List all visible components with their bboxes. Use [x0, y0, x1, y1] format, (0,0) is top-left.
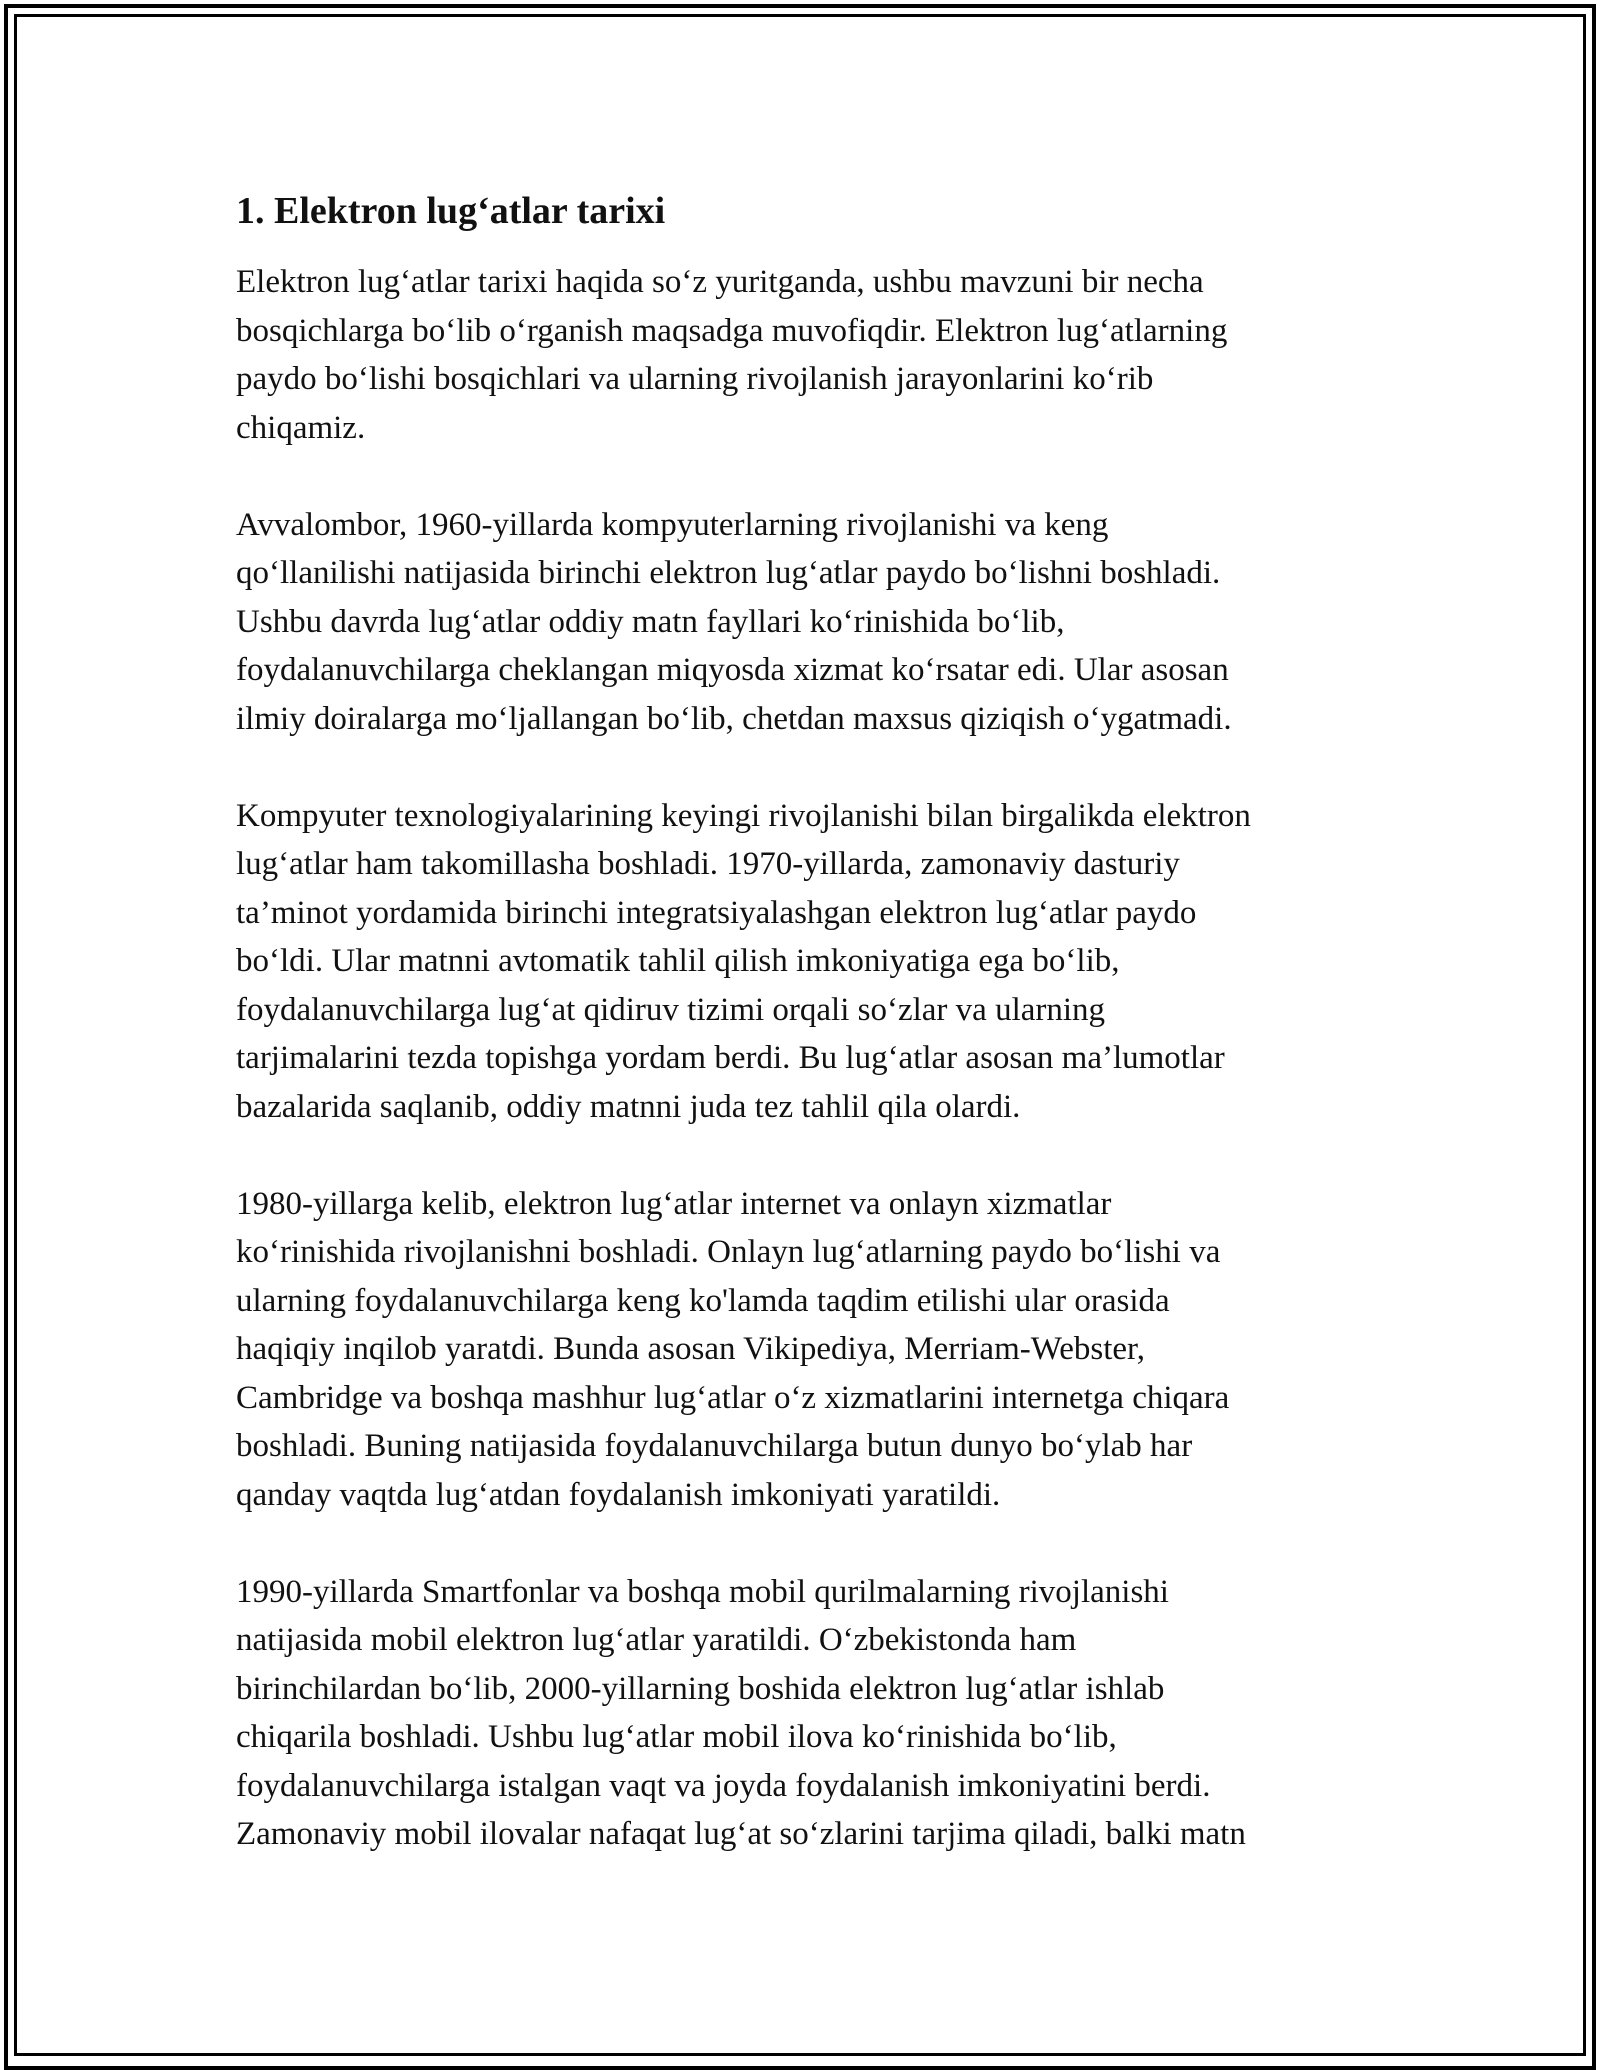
text-line: bosqichlarga bo‘lib o‘rganish maqsadga muvofiqdir. Elektron lug‘atlarning [236, 312, 1228, 349]
text-line: lug‘atlar ham takomillasha boshladi. 1970-yillarda, zamonaviy dasturiy [236, 846, 1180, 882]
text-line: ilmiy doiralarga mo‘ljallangan bo‘lib, chetdan maxsus qiziqish o‘ygatmadi. [236, 700, 1232, 737]
document-body [236, 186, 1416, 1907]
paragraph-3 [236, 792, 1416, 1132]
text-line: Zamonaviy mobil ilovalar nafaqat lug‘at so‘zlarini tarjima qiladi, balki matn [236, 1816, 1246, 1852]
paragraph-4 [236, 1180, 1416, 1520]
text-line: bazalarida saqlanib, oddiy matnni juda tez tahlil qila olardi. [236, 1088, 1021, 1125]
text-line: boshladi. Buning natijasida foydalanuvchilarga butun dunyo bo‘ylab har [236, 1428, 1193, 1464]
section-heading: 1. Elektron lug‘atlar tarixi [236, 190, 666, 232]
text-line: bo‘ldi. Ular matnni avtomatik tahlil qilish imkoniyatiga ega bo‘lib, [236, 943, 1120, 979]
paragraph-1 [236, 258, 1416, 452]
text-line: qanday vaqtda lug‘atdan foydalanish imkoniyati yaratildi. [236, 1476, 1001, 1513]
text-line: qo‘llanilishi natijasida birinchi elektron lug‘atlar paydo bo‘lishni boshladi. [236, 555, 1221, 591]
text-line: chiqarila boshladi. Ushbu lug‘atlar mobil ilova ko‘rinishida bo‘lib, [236, 1719, 1117, 1755]
text-line: 1990-yillarda Smartfonlar va boshqa mobil qurilmalarning rivojlanishi [236, 1573, 1169, 1610]
text-line: Avvalombor, 1960-yillarda kompyuterlarning rivojlanishi va keng [236, 506, 1109, 543]
text-line: chiqamiz. [236, 409, 366, 446]
text-line: Ushbu davrda lug‘atlar oddiy matn fayllari ko‘rinishida bo‘lib, [236, 603, 1065, 640]
text-line: foydalanuvchilarga istalgan vaqt va joyda foydalanish imkoniyatini berdi. [236, 1767, 1211, 1804]
text-line: ko‘rinishida rivojlanishni boshladi. Onlayn lug‘atlarning paydo bo‘lishi va [236, 1234, 1221, 1270]
text-line: foydalanuvchilarga lug‘at qidiruv tizimi orqali so‘zlar va ularning [236, 991, 1106, 1028]
text-line: ularning foydalanuvchilarga keng ko'lamda taqdim etilishi ular orasida [236, 1282, 1170, 1319]
text-line: foydalanuvchilarga cheklangan miqyosda xizmat ko‘rsatar edi. Ular asosan [236, 652, 1229, 688]
text-line: natijasida mobil elektron lug‘atlar yaratildi. O‘zbekistonda ham [236, 1622, 1077, 1658]
text-line: ta’minot yordamida birinchi integratsiyalashgan elektron lug‘atlar paydo [236, 894, 1197, 931]
text-line: Kompyuter texnologiyalarining keyingi rivojlanishi bilan birgalikda elektron [236, 797, 1251, 834]
paragraph-5 [236, 1568, 1416, 1859]
text-line: haqiqiy inqilob yaratdi. Bunda asosan Vikipediya, Merriam-Webster, [236, 1331, 1145, 1367]
text-line: Elektron lug‘atlar tarixi haqida so‘z yuritganda, ushbu mavzuni bir necha [236, 264, 1204, 300]
text-line: 1980-yillarga kelib, elektron lug‘atlar internet va onlayn xizmatlar [236, 1185, 1112, 1222]
text-line: birinchilardan bo‘lib, 2000-yillarning boshida elektron lug‘atlar ishlab [236, 1670, 1165, 1707]
paragraph-2 [236, 501, 1416, 744]
text-line: Cambridge va boshqa mashhur lug‘atlar o‘z xizmatlarini internetga chiqara [236, 1379, 1230, 1416]
text-line: paydo bo‘lishi bosqichlari va ularning rivojlanish jarayonlarini ko‘rib [236, 361, 1154, 397]
text-line: tarjimalarini tezda topishga yordam berdi. Bu lug‘atlar asosan ma’lumotlar [236, 1040, 1225, 1076]
